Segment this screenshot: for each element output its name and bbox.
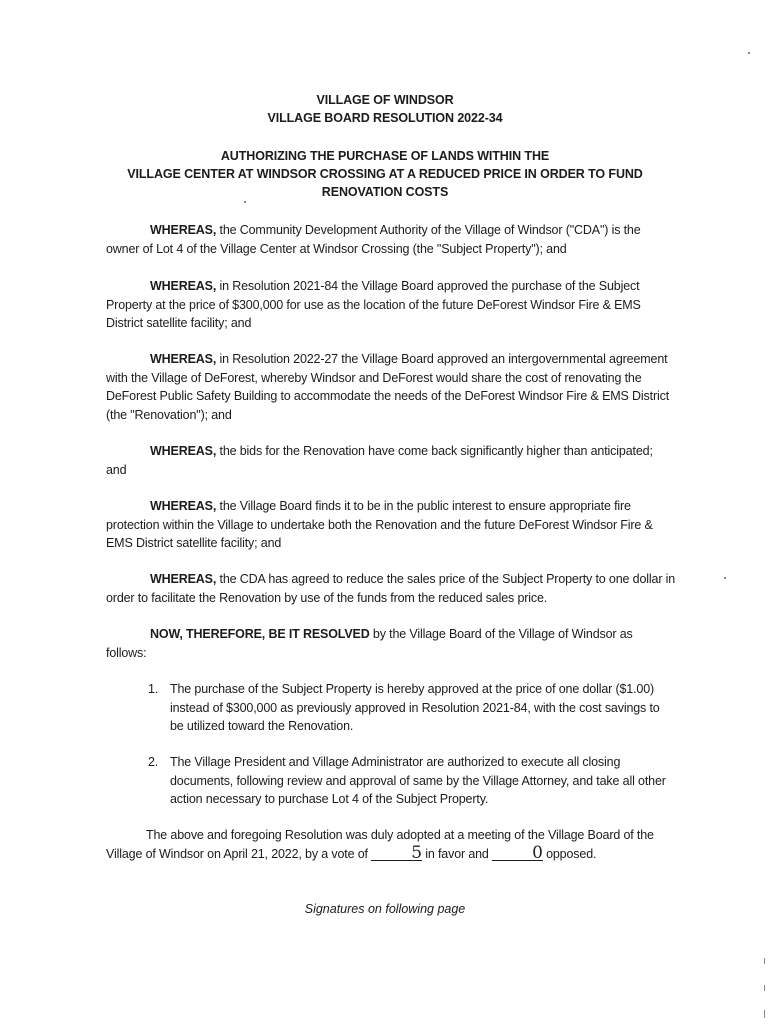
whereas-keyword: WHEREAS, bbox=[150, 279, 217, 293]
paragraph-text: the bids for the Renovation have come back significantly higher than anticipated; and bbox=[106, 444, 653, 477]
item-text: The Village President and Village Administrator are authorized to execute all closing documents, following review and approval of same by the Village Attorney, and take all other action necessary to purchase Lot 4 of the Subject Property. bbox=[170, 755, 666, 806]
adoption-text-before: The above and foregoing Resolution was duly adopted at a meeting of the Village Board of the Village of Windsor on April 21, 2022, by a vote of bbox=[106, 828, 654, 861]
header-resolution-number: VILLAGE BOARD RESOLUTION 2022-34 bbox=[267, 111, 503, 125]
item-number: 1. bbox=[148, 682, 159, 696]
whereas-keyword: WHEREAS, bbox=[150, 572, 217, 586]
whereas-paragraph-1 bbox=[106, 221, 676, 258]
scan-speck bbox=[764, 958, 765, 964]
adoption-text-after: opposed. bbox=[546, 846, 597, 861]
paragraph-text: by the Village Board of the Village of Windsor as follows: bbox=[106, 627, 633, 660]
whereas-paragraph-4 bbox=[106, 442, 676, 479]
whereas-paragraph-2 bbox=[106, 277, 676, 333]
paragraph-text: in Resolution 2022-27 the Village Board approved an intergovernmental agreement with the Village of DeForest, whereby Windsor and DeForest would share the cost of renovating the DeForest Public Safety Building to accommodate the needs of the DeForest Windsor Fire & EMS District (the "Renovation"); and bbox=[106, 352, 670, 422]
adoption-paragraph bbox=[106, 826, 684, 863]
scan-speck bbox=[764, 1010, 765, 1018]
resolution-title-line-1: AUTHORIZING THE PURCHASE OF LANDS WITHIN THE bbox=[220, 149, 550, 163]
paragraph-text: in Resolution 2021-84 the Village Board approved the purchase of the Subject Property at the price of $300,000 for use as the location of the future DeForest Windsor Fire & EMS District satellite facility; and bbox=[106, 279, 641, 330]
scan-speck bbox=[244, 201, 246, 203]
whereas-keyword: WHEREAS, bbox=[150, 352, 217, 366]
resolved-paragraph bbox=[106, 625, 676, 662]
votes-in-favor: 5 bbox=[371, 846, 422, 861]
paragraph-text: the Village Board finds it to be in the public interest to ensure appropriate fire protection within the Village to undertake both the Renovation and the future DeForest Windsor Fire & EMS District satellite facility; and bbox=[106, 499, 653, 550]
adoption-text-middle: in favor and bbox=[425, 846, 489, 861]
item-number: 2. bbox=[148, 755, 159, 769]
header-municipality: VILLAGE OF WINDSOR bbox=[316, 93, 454, 107]
votes-opposed: 0 bbox=[492, 846, 543, 861]
scan-speck bbox=[748, 52, 750, 54]
scan-speck bbox=[764, 985, 765, 991]
scan-speck bbox=[724, 577, 726, 579]
item-text: The purchase of the Subject Property is hereby approved at the price of one dollar ($1.00) instead of $300,000 as previously approved in Resolution 2021-84, with the cost savings to be utilized toward the Renovation. bbox=[170, 682, 660, 733]
signatures-note: Signatures on following page bbox=[304, 902, 466, 916]
paragraph-text: the Community Development Authority of the Village of Windsor ("CDA") is the owner of Lot 4 of the Village Center at Windsor Crossing (the "Subject Property"); and bbox=[106, 223, 641, 256]
whereas-keyword: WHEREAS, bbox=[150, 223, 217, 237]
paragraph-text: the CDA has agreed to reduce the sales price of the Subject Property to one dollar in order to facilitate the Renovation by use of the funds from the reduced sales price. bbox=[106, 572, 676, 605]
whereas-paragraph-5 bbox=[106, 497, 676, 553]
whereas-paragraph-6 bbox=[106, 570, 676, 607]
resolution-title-line-3: RENOVATION COSTS bbox=[321, 185, 449, 199]
whereas-keyword: WHEREAS, bbox=[150, 499, 217, 513]
resolution-title-line-2: VILLAGE CENTER AT WINDSOR CROSSING AT A REDUCED PRICE IN ORDER TO FUND bbox=[127, 167, 643, 181]
resolved-keyword: NOW, THEREFORE, BE IT RESOLVED bbox=[150, 627, 370, 641]
whereas-keyword: WHEREAS, bbox=[150, 444, 217, 458]
whereas-paragraph-3 bbox=[106, 350, 676, 424]
